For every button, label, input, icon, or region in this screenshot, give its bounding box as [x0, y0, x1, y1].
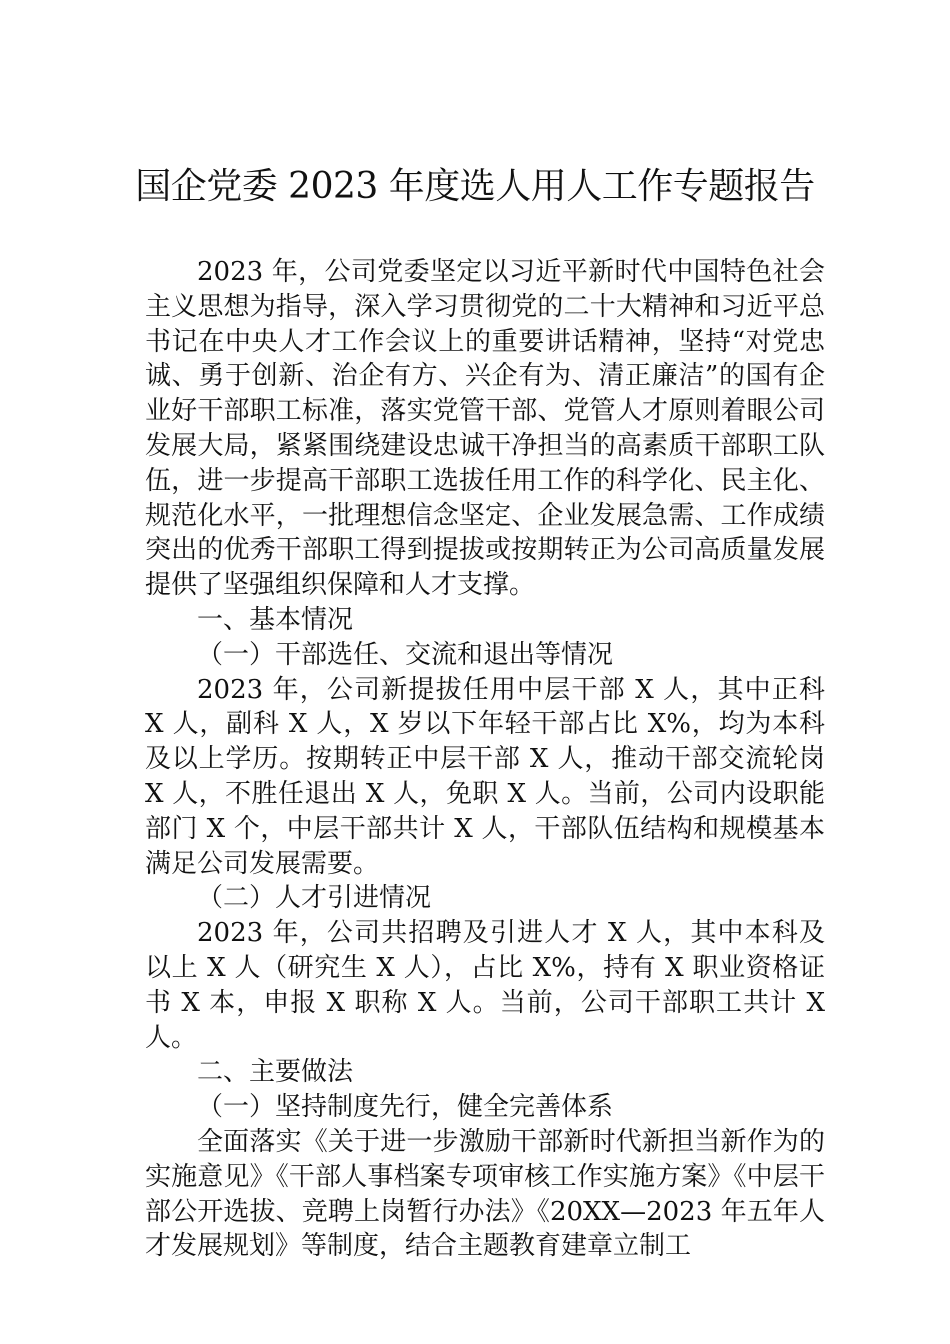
section-heading-basic-situation: 一、基本情况 [197, 604, 354, 635]
section-heading-main-practices: 二、主要做法 [197, 1057, 354, 1088]
document-body [145, 255, 825, 1264]
subsection-heading-talent-introduction: （二）人才引进情况 [197, 883, 432, 914]
paragraph-cadre-selection: 2023 年，公司新提拔任用中层干部 X 人，其中正科 X 人，副科 X 人，X 岁以下年轻干部占比 X%，均为本科及以上学历。按期转正中层干部 X 人，推动干部交流轮岗 X 人，不胜任退出 X 人，免职 X 人。当前，公司内设职能部门 X 个，中层干部共计 X 人，干部队伍结构和规模基本满足公司发展需要。 [145, 674, 825, 879]
document-title: 国企党委 2023 年度选人用人工作专题报告 [135, 166, 815, 207]
subsection-heading-system-first: （一）坚持制度先行，健全完善体系 [197, 1092, 614, 1123]
paragraph-talent-introduction: 2023 年，公司共招聘及引进人才 X 人，其中本科及以上 X 人（研究生 X 人），占比 X%，持有 X 职业资格证书 X 本，申报 X 职称 X 人。当前，公司干部职工共计 X 人。 [145, 918, 825, 1053]
intro-paragraph: 2023 年，公司党委坚定以习近平新时代中国特色社会主义思想为指导，深入学习贯彻党的二十大精神和习近平总书记在中央人才工作会议上的重要讲话精神，坚持“对党忠诚、勇于创新、治企有方、兴企有为、清正廉洁”的国有企业好干部职工标准，落实党管干部、党管人才原则着眼公司发展大局，紧紧围绕建设忠诚干净担当的高素质干部职工队伍，进一步提高干部职工选拔任用工作的科学化、民主化、规范化水平，一批理想信念坚定、企业发展急需、工作成绩突出的优秀干部职工得到提拔或按期转正为公司高质量发展提供了坚强组织保障和人才支撑。 [145, 257, 825, 601]
paragraph-system-first: 全面落实《关于进一步激励干部新时代新担当新作为的实施意见》《干部人事档案专项审核工作实施方案》《中层干部公开选拔、竞聘上岗暂行办法》《20XX—2023 年五年人才发展规划》等制度，结合主题教育建章立制工 [145, 1126, 825, 1262]
subsection-heading-cadre-selection: （一）干部选任、交流和退出等情况 [197, 639, 614, 670]
